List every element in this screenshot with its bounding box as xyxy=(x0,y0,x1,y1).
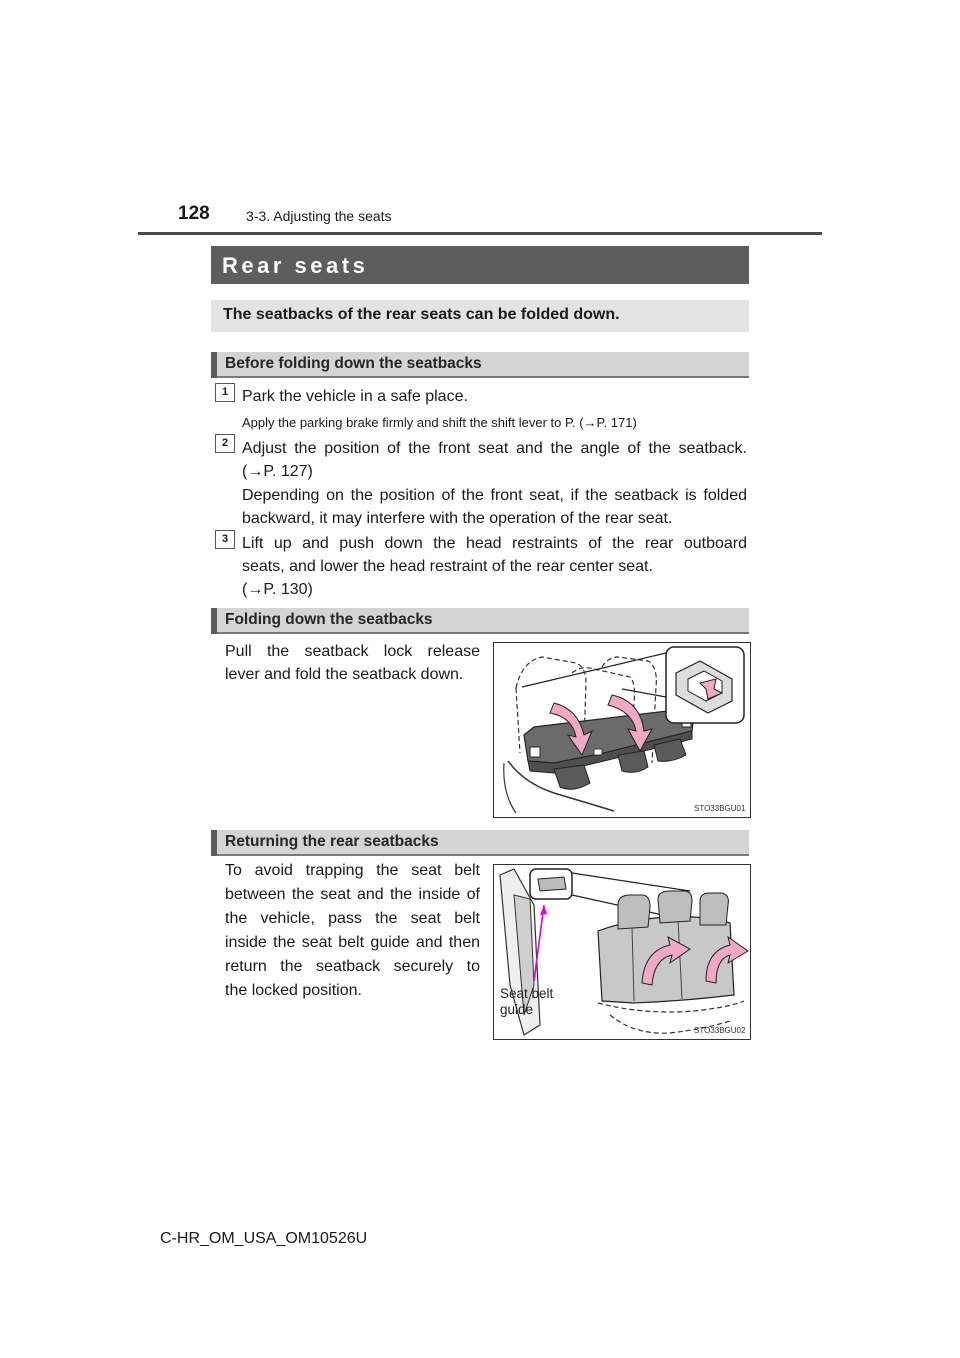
returning-text xyxy=(225,859,480,1003)
folding-text xyxy=(225,640,480,686)
section-reference: 3-3. Adjusting the seats xyxy=(246,208,392,224)
step-1-note: Apply the parking brake firmly and shift the shift lever to P. (→P. 171) xyxy=(242,415,637,430)
folding-heading xyxy=(211,608,749,634)
head-restraint-center xyxy=(658,891,692,923)
intro-box xyxy=(211,300,749,332)
before-folding-heading xyxy=(211,352,749,378)
step-1-badge: 1 xyxy=(215,383,235,402)
step-2-text xyxy=(242,437,747,483)
step-3-text xyxy=(242,532,747,601)
returning-line-3: the vehicle, pass the seat belt xyxy=(225,910,480,927)
callout-guide: guide xyxy=(500,1002,534,1017)
head-restraint-left xyxy=(554,765,590,789)
returning-line-2: between the seat and the inside of xyxy=(225,886,480,903)
returning-line-4: inside the seat belt guide and then xyxy=(225,934,480,951)
step-3-line-1: Lift up and push down the head restraints of the rear outboard xyxy=(242,535,747,552)
step-2-line-1: Adjust the position of the front seat and the angle of the seatback. xyxy=(242,440,747,457)
step-2-extra-line-2: backward, it may interfere with the operation of the rear seat. xyxy=(242,510,673,527)
page-number: 128 xyxy=(178,203,210,224)
page-title-bar xyxy=(211,246,749,284)
step-3-line-2: seats, and lower the head restraint of the rear center seat. xyxy=(242,558,653,575)
folding-heading-text: Folding down the seatbacks xyxy=(225,611,433,628)
step-3-badge: 3 xyxy=(215,530,235,549)
returning-seats-illustration xyxy=(494,865,750,1039)
returning-line-6: the locked position. xyxy=(225,982,362,999)
page-title: Rear seats xyxy=(222,253,369,278)
step-2-badge: 2 xyxy=(215,434,235,453)
returning-heading xyxy=(211,830,749,856)
returning-line-5: return the seatback securely to xyxy=(225,958,480,975)
folding-seats-figure xyxy=(493,642,751,818)
head-restraint-left xyxy=(618,895,650,929)
folding-line-1: Pull the seatback lock release xyxy=(225,643,480,660)
footer-document-code: C-HR_OM_USA_OM10526U xyxy=(160,1230,368,1247)
returning-seats-figure xyxy=(493,864,751,1040)
step-1-text: Park the vehicle in a safe place. xyxy=(242,388,468,405)
folding-line-2: lever and fold the seatback down. xyxy=(225,666,464,683)
step-2-extra xyxy=(242,484,747,530)
folding-seats-illustration xyxy=(494,643,750,817)
figure-code: STO33BGU02 xyxy=(694,1026,746,1035)
step-3-line-3: (→P. 130) xyxy=(242,581,313,598)
returning-line-1: To avoid trapping the seat belt xyxy=(225,862,480,879)
header-rule xyxy=(138,232,822,235)
before-folding-heading-text: Before folding down the seatbacks xyxy=(225,355,482,372)
head-restraint-right xyxy=(700,893,728,925)
intro-text: The seatbacks of the rear seats can be folded down. xyxy=(223,306,620,323)
step-2-line-2: (→P. 127) xyxy=(242,463,313,480)
figure-code: STO33BGU01 xyxy=(694,804,746,813)
returning-heading-text: Returning the rear seatbacks xyxy=(225,833,439,850)
callout-seat-belt: Seat belt xyxy=(500,986,554,1001)
head-restraint-center xyxy=(618,751,648,772)
step-2-extra-line-1: Depending on the position of the front seat, if the seatback is folded xyxy=(242,487,747,504)
